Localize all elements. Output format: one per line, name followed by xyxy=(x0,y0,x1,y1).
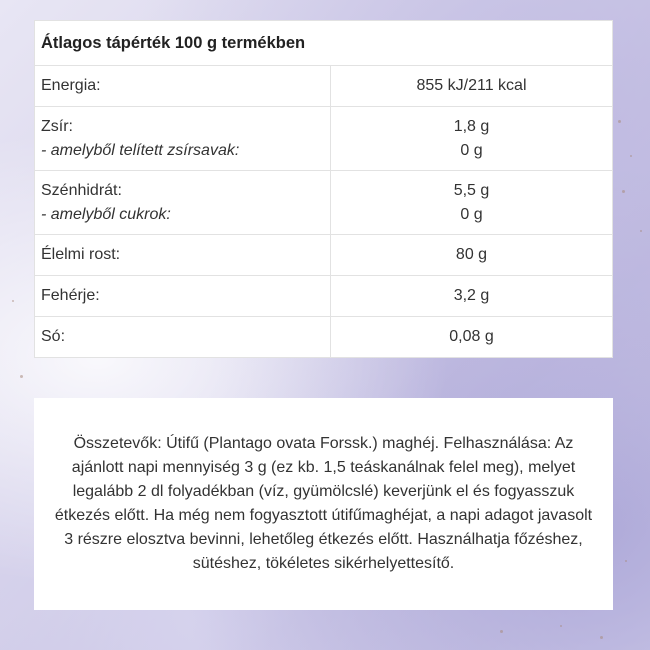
table-row xyxy=(35,171,613,235)
nutrient-name: Szénhidrát: xyxy=(41,181,122,199)
table-row xyxy=(35,317,613,358)
nutrition-table-panel xyxy=(34,20,613,358)
nutrient-name: Zsír: xyxy=(41,117,73,135)
background-speck xyxy=(630,155,632,157)
nutrition-table xyxy=(34,20,613,358)
nutrient-value-cell xyxy=(331,171,613,235)
nutrient-value: 80 g xyxy=(331,235,613,276)
nutrition-title: Átlagos tápérték 100 g termékben xyxy=(35,21,613,66)
nutrient-name-cell xyxy=(35,171,331,235)
table-row xyxy=(35,107,613,171)
nutrient-subvalue: 0 g xyxy=(460,141,483,159)
background-speck xyxy=(560,625,562,627)
nutrient-name: Élelmi rost: xyxy=(35,235,331,276)
table-row xyxy=(35,66,613,107)
nutrient-value: 855 kJ/211 kcal xyxy=(331,66,613,107)
nutrient-subname: - amelyből cukrok: xyxy=(41,205,171,223)
table-row xyxy=(35,276,613,317)
nutrient-value: 0,08 g xyxy=(331,317,613,358)
description-text: Összetevők: Útifű (Plantago ovata Forssk.) maghéj. Felhasználása: Az ajánlott napi mennyiség 3 g (ez kb. 1,5 teáskanálnak felel meg), melyet legalább 2 dl folyadékban (víz, gyümölcslé) keverjünk el és fogyasszuk étkezés előtt. Ha még nem fogyasztott útifűmaghéjat, a napi adagot javasolt 3 részre elosztva bevinni, lehetőleg étkezés előtt. Használhatja főzéshez, sütéshez, tökéletes sikérhelyettesítő. xyxy=(54,435,593,572)
table-row xyxy=(35,235,613,276)
nutrient-name: Fehérje: xyxy=(35,276,331,317)
nutrient-name: Só: xyxy=(35,317,331,358)
nutrient-name-cell xyxy=(35,107,331,171)
background-speck xyxy=(500,630,503,633)
nutrient-value: 1,8 g xyxy=(453,117,490,135)
nutrient-value: 3,2 g xyxy=(331,276,613,317)
background-speck xyxy=(20,375,23,378)
background-speck xyxy=(622,190,625,193)
nutrient-value: 5,5 g xyxy=(453,181,490,199)
background-speck xyxy=(600,636,603,639)
nutrient-subname: - amelyből telített zsírsavak: xyxy=(41,141,240,159)
background-speck xyxy=(640,230,642,232)
background-speck xyxy=(12,300,14,302)
nutrient-name: Energia: xyxy=(35,66,331,107)
nutrient-subvalue: 0 g xyxy=(460,205,483,223)
description-panel xyxy=(34,398,613,610)
background-speck xyxy=(618,120,621,123)
background-speck xyxy=(625,560,627,562)
nutrient-value-cell xyxy=(331,107,613,171)
